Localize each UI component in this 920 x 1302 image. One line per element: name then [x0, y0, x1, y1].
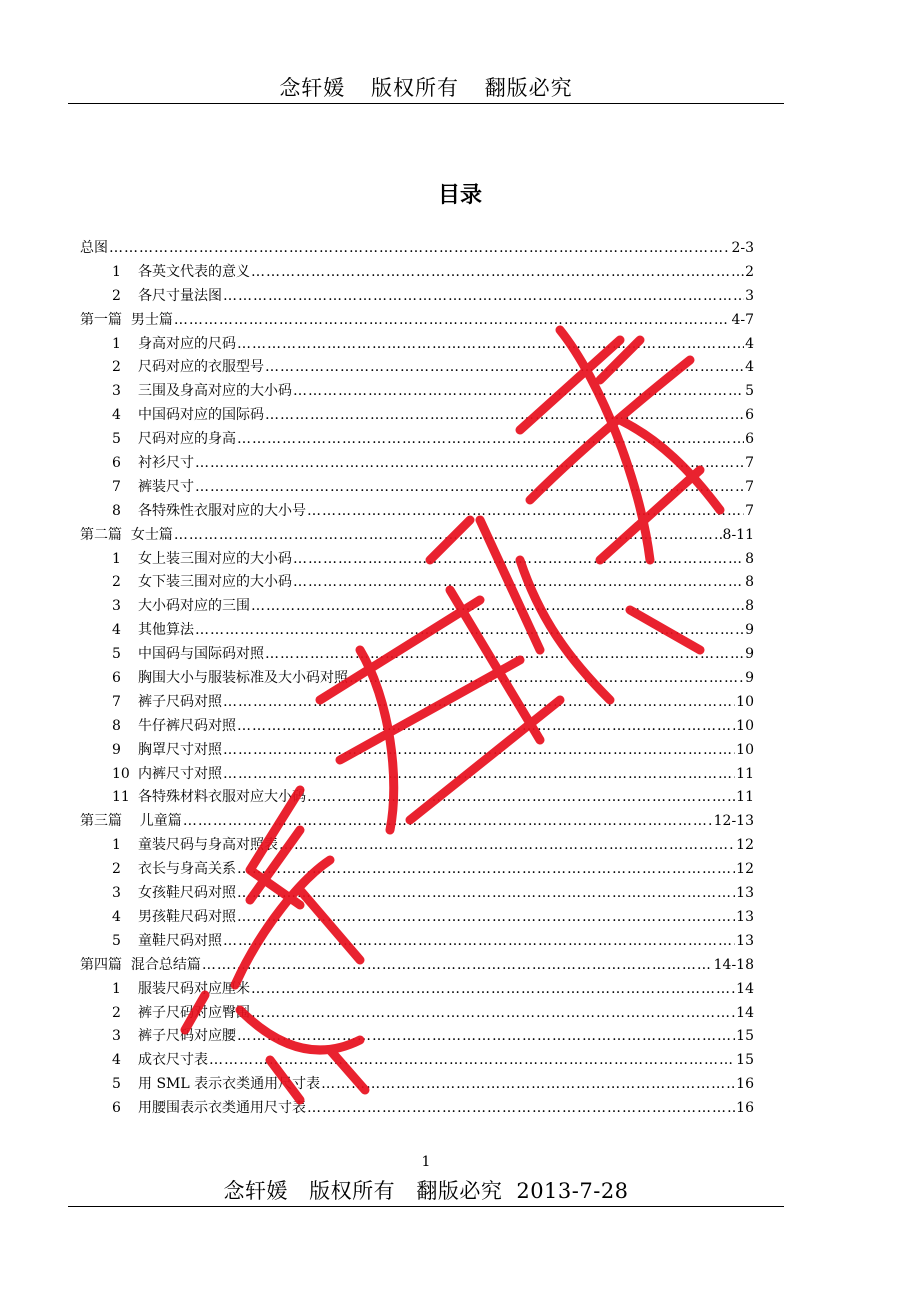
toc-entry-label: 服装尺码对应厘米 [138, 980, 250, 997]
toc-entry-row [80, 834, 754, 858]
toc-page-number: 14 [736, 980, 754, 997]
toc-page-number: 13 [736, 932, 754, 949]
toc-leader-dots [195, 479, 744, 495]
toc-entry-row [80, 1049, 754, 1073]
toc-entry-number: 3 [112, 885, 121, 902]
toc-part-row [80, 524, 754, 548]
toc-entry-row [80, 333, 754, 357]
toc-leader-dots [237, 718, 735, 734]
toc-leader-dots [223, 933, 735, 949]
toc-entry-label: 裤子尺码对应臀围 [138, 1004, 250, 1021]
toc-leader-dots [251, 981, 735, 997]
toc-entry-number: 3 [112, 598, 121, 615]
toc-entry-label: 总图 [80, 240, 108, 256]
toc-entry-label: 各英文代表的意义 [138, 263, 250, 280]
toc-entry-row [80, 1025, 754, 1049]
toc-entry-label: 尺码对应的身高 [138, 431, 236, 448]
toc-entry-number: 2 [112, 359, 121, 376]
footer-date: 2013-7-28 [516, 1179, 629, 1203]
toc-entry-row [80, 356, 754, 380]
toc-entry-row [80, 858, 754, 882]
toc-entry-label: 中国码与国际码对照 [138, 646, 264, 663]
toc-leader-dots [293, 551, 744, 567]
toc-page-number: 11 [736, 765, 754, 782]
page-number: 1 [421, 1154, 431, 1170]
toc-entry-label: 大小码对应的三围 [138, 598, 250, 615]
toc-page-number: 13 [736, 885, 754, 902]
toc-page-number: 4 [745, 335, 754, 352]
toc-leader-dots [307, 1100, 735, 1116]
toc-entry-row [80, 404, 754, 428]
toc-entry-row [80, 715, 754, 739]
toc-entry-label: 裤子尺码对应腰 [138, 1028, 236, 1045]
toc-entry-label: 女上装三围对应的大小码 [138, 550, 292, 567]
toc-page-number: 16 [736, 1076, 754, 1093]
toc-entry-row [80, 739, 754, 763]
toc-entry-label: 各尺寸量法图 [138, 287, 222, 304]
toc-leader-dots [223, 288, 744, 304]
toc-leader-dots [237, 861, 735, 877]
toc-entry-number: 2 [112, 861, 121, 878]
toc-entry-label: 胸围大小与服装标准及大小码对照 [138, 670, 348, 687]
toc-entry-label: 胸罩尺寸对照 [138, 741, 222, 758]
toc-entry-label: 第二篇 女士篇 [80, 526, 173, 543]
toc-entry-label: 用腰围表示衣类通用尺寸表 [138, 1100, 306, 1117]
toc-entry-row [80, 930, 754, 954]
toc-entry-label: 第一篇 男士篇 [80, 311, 173, 328]
toc-leader-dots [109, 240, 730, 256]
toc-entry-number: 4 [112, 1052, 121, 1069]
toc-leader-dots [223, 766, 735, 782]
toc-page-number: 12 [736, 837, 754, 854]
toc-leader-dots [279, 837, 735, 853]
toc-entry-row [80, 691, 754, 715]
toc-page-number: 7 [745, 478, 754, 495]
toc-page-number: 4 [745, 359, 754, 376]
toc-page-number: 13 [736, 908, 754, 925]
toc-entry-number: 5 [112, 431, 121, 448]
toc-page-number: 3 [745, 287, 754, 304]
toc-page-number: 8 [745, 550, 754, 567]
toc-page-number: 16 [736, 1100, 754, 1117]
toc-entry-number: 8 [112, 502, 121, 519]
toc-entry-label: 第四篇 混合总结篇 [80, 956, 201, 973]
toc-entry-number: 1 [112, 837, 121, 854]
toc-leader-dots [223, 742, 735, 758]
toc-entry-label: 牛仔裤尺码对照 [138, 717, 236, 734]
toc-entry-label: 成衣尺寸表 [138, 1052, 208, 1069]
toc-entry-label: 其他算法 [138, 622, 194, 639]
toc-entry-label: 衣长与身高关系 [138, 861, 236, 878]
toc-page-number: 11 [736, 789, 754, 806]
toc-entry-row [80, 548, 754, 572]
toc-entry-number: 1 [112, 550, 121, 567]
toc-entry-row [80, 1097, 754, 1121]
toc-entry-row [80, 500, 754, 524]
toc-page-number: 9 [745, 646, 754, 663]
toc-entry-row [80, 428, 754, 452]
toc-leader-dots [293, 574, 744, 590]
toc-entry-row [80, 595, 754, 619]
toc-entry-label: 女孩鞋尺码对照 [138, 885, 236, 902]
toc-leader-dots [209, 1052, 735, 1068]
page-title: 目录 [437, 183, 482, 208]
footer-notice: 翻版必究 [416, 1179, 503, 1203]
toc-entry-number: 10 [112, 765, 130, 782]
toc-leader-dots [251, 1005, 735, 1021]
toc-page-number: 9 [745, 670, 754, 687]
toc-page-number: 8 [745, 598, 754, 615]
toc-part-row [80, 810, 754, 834]
toc-page-number: 2 [745, 263, 754, 280]
toc-entry-label: 各特殊性衣服对应的大小号 [138, 502, 306, 519]
toc-page-number: 10 [736, 741, 754, 758]
toc-leader-dots [321, 1076, 735, 1092]
toc-entry-row [80, 261, 754, 285]
toc-entry-number: 8 [112, 717, 121, 734]
toc-entry-label: 身高对应的尺码 [138, 335, 236, 352]
toc-entry-number: 1 [112, 263, 121, 280]
toc-page-number: 12 [736, 861, 754, 878]
toc-page-number: 6 [745, 407, 754, 424]
footer-author: 念轩媛 [223, 1179, 288, 1203]
toc-leader-dots [251, 264, 744, 280]
toc-entry-label: 内裤尺寸对照 [138, 765, 222, 782]
toc-entry-row [80, 452, 754, 476]
toc-entry-number: 1 [112, 980, 121, 997]
toc-entry-label: 裤装尺寸 [138, 478, 194, 495]
page-footer [68, 1175, 784, 1205]
toc-entry-row [80, 786, 754, 810]
toc-entry-number: 2 [112, 574, 121, 591]
toc-leader-dots [195, 622, 744, 638]
toc-leader-dots [237, 1028, 735, 1044]
toc-leader-dots [293, 383, 744, 399]
header-rights: 版权所有 [371, 76, 459, 100]
toc-entry-number: 5 [112, 646, 121, 663]
toc-page-number: 9 [745, 622, 754, 639]
toc-entry-label: 童装尺码与身高对照表 [138, 837, 278, 854]
toc-page-number: 15 [736, 1052, 754, 1069]
toc-page-number: 15 [736, 1028, 754, 1045]
toc-entry-label: 尺码对应的衣服型号 [138, 359, 264, 376]
toc-page-number: 2-3 [731, 240, 754, 256]
toc-leader-dots [174, 312, 731, 328]
table-of-contents [80, 237, 754, 1121]
toc-leader-dots [202, 957, 713, 973]
toc-page-number: 14 [736, 1004, 754, 1021]
toc-entry-number: 2 [112, 1004, 121, 1021]
toc-entry-label: 各特殊材料衣服对应大小码 [138, 789, 306, 806]
toc-leader-dots [349, 670, 744, 686]
toc-entry-label: 第三篇 儿童篇 [80, 813, 182, 830]
toc-part-row [80, 237, 754, 261]
toc-page-number: 12-13 [713, 813, 754, 830]
toc-entry-number: 6 [112, 1100, 121, 1117]
toc-leader-dots [265, 359, 744, 375]
header-rule [68, 103, 784, 104]
toc-entry-label: 男孩鞋尺码对照 [138, 908, 236, 925]
toc-entry-number: 3 [112, 383, 121, 400]
toc-page-number: 8 [745, 574, 754, 591]
toc-leader-dots [174, 527, 722, 543]
toc-leader-dots [307, 789, 735, 805]
page-header [68, 72, 784, 102]
header-notice: 翻版必究 [484, 76, 573, 100]
toc-page-number: 7 [745, 502, 754, 519]
toc-entry-row [80, 906, 754, 930]
toc-entry-label: 用 SML 表示衣类通用尺寸表 [138, 1076, 321, 1093]
toc-part-row [80, 309, 754, 333]
toc-leader-dots [307, 503, 744, 519]
footer-rule [68, 1206, 784, 1207]
toc-entry-number: 9 [112, 741, 121, 758]
toc-entry-number: 3 [112, 1028, 121, 1045]
toc-page-number: 10 [736, 693, 754, 710]
toc-entry-label: 中国码对应的国际码 [138, 407, 264, 424]
toc-entry-number: 6 [112, 455, 121, 472]
toc-entry-number: 1 [112, 335, 121, 352]
toc-entry-row [80, 643, 754, 667]
toc-page-number: 8-11 [722, 526, 754, 543]
toc-leader-dots [237, 909, 735, 925]
toc-entry-label: 女下装三围对应的大小码 [138, 574, 292, 591]
toc-leader-dots [237, 336, 744, 352]
toc-entry-row [80, 619, 754, 643]
toc-entry-row [80, 882, 754, 906]
toc-page-number: 6 [745, 431, 754, 448]
toc-leader-dots [251, 598, 744, 614]
toc-page-number: 5 [745, 383, 754, 400]
toc-entry-label: 童鞋尺码对照 [138, 932, 222, 949]
toc-entry-row [80, 978, 754, 1002]
toc-entry-label: 衬衫尺寸 [138, 455, 194, 472]
toc-leader-dots [265, 646, 744, 662]
toc-leader-dots [265, 407, 744, 423]
toc-entry-number: 5 [112, 1076, 121, 1093]
toc-entry-row [80, 763, 754, 787]
toc-page-number: 10 [736, 717, 754, 734]
footer-rights: 版权所有 [309, 1179, 396, 1203]
header-author: 念轩媛 [279, 76, 346, 100]
toc-entry-label: 三围及身高对应的大小码 [138, 383, 292, 400]
toc-entry-number: 4 [112, 622, 121, 639]
toc-entry-number: 7 [112, 478, 121, 495]
toc-page-number: 4-7 [731, 311, 754, 328]
toc-entry-number: 11 [112, 789, 130, 806]
toc-entry-row [80, 285, 754, 309]
toc-entry-number: 4 [112, 407, 121, 424]
toc-entry-number: 2 [112, 287, 121, 304]
toc-entry-label: 裤子尺码对照 [138, 693, 222, 710]
toc-entry-row [80, 476, 754, 500]
toc-entry-number: 6 [112, 670, 121, 687]
toc-leader-dots [223, 694, 735, 710]
toc-leader-dots [195, 455, 744, 471]
toc-entry-row [80, 667, 754, 691]
toc-entry-number: 4 [112, 908, 121, 925]
toc-leader-dots [237, 885, 735, 901]
toc-entry-number: 5 [112, 932, 121, 949]
toc-entry-row [80, 1002, 754, 1026]
toc-entry-row [80, 380, 754, 404]
toc-page-number: 7 [745, 455, 754, 472]
toc-leader-dots [183, 813, 713, 829]
toc-entry-number: 7 [112, 693, 121, 710]
toc-entry-row [80, 1073, 754, 1097]
toc-page-number: 14-18 [713, 956, 754, 973]
toc-part-row [80, 954, 754, 978]
toc-entry-row [80, 571, 754, 595]
toc-leader-dots [237, 431, 744, 447]
